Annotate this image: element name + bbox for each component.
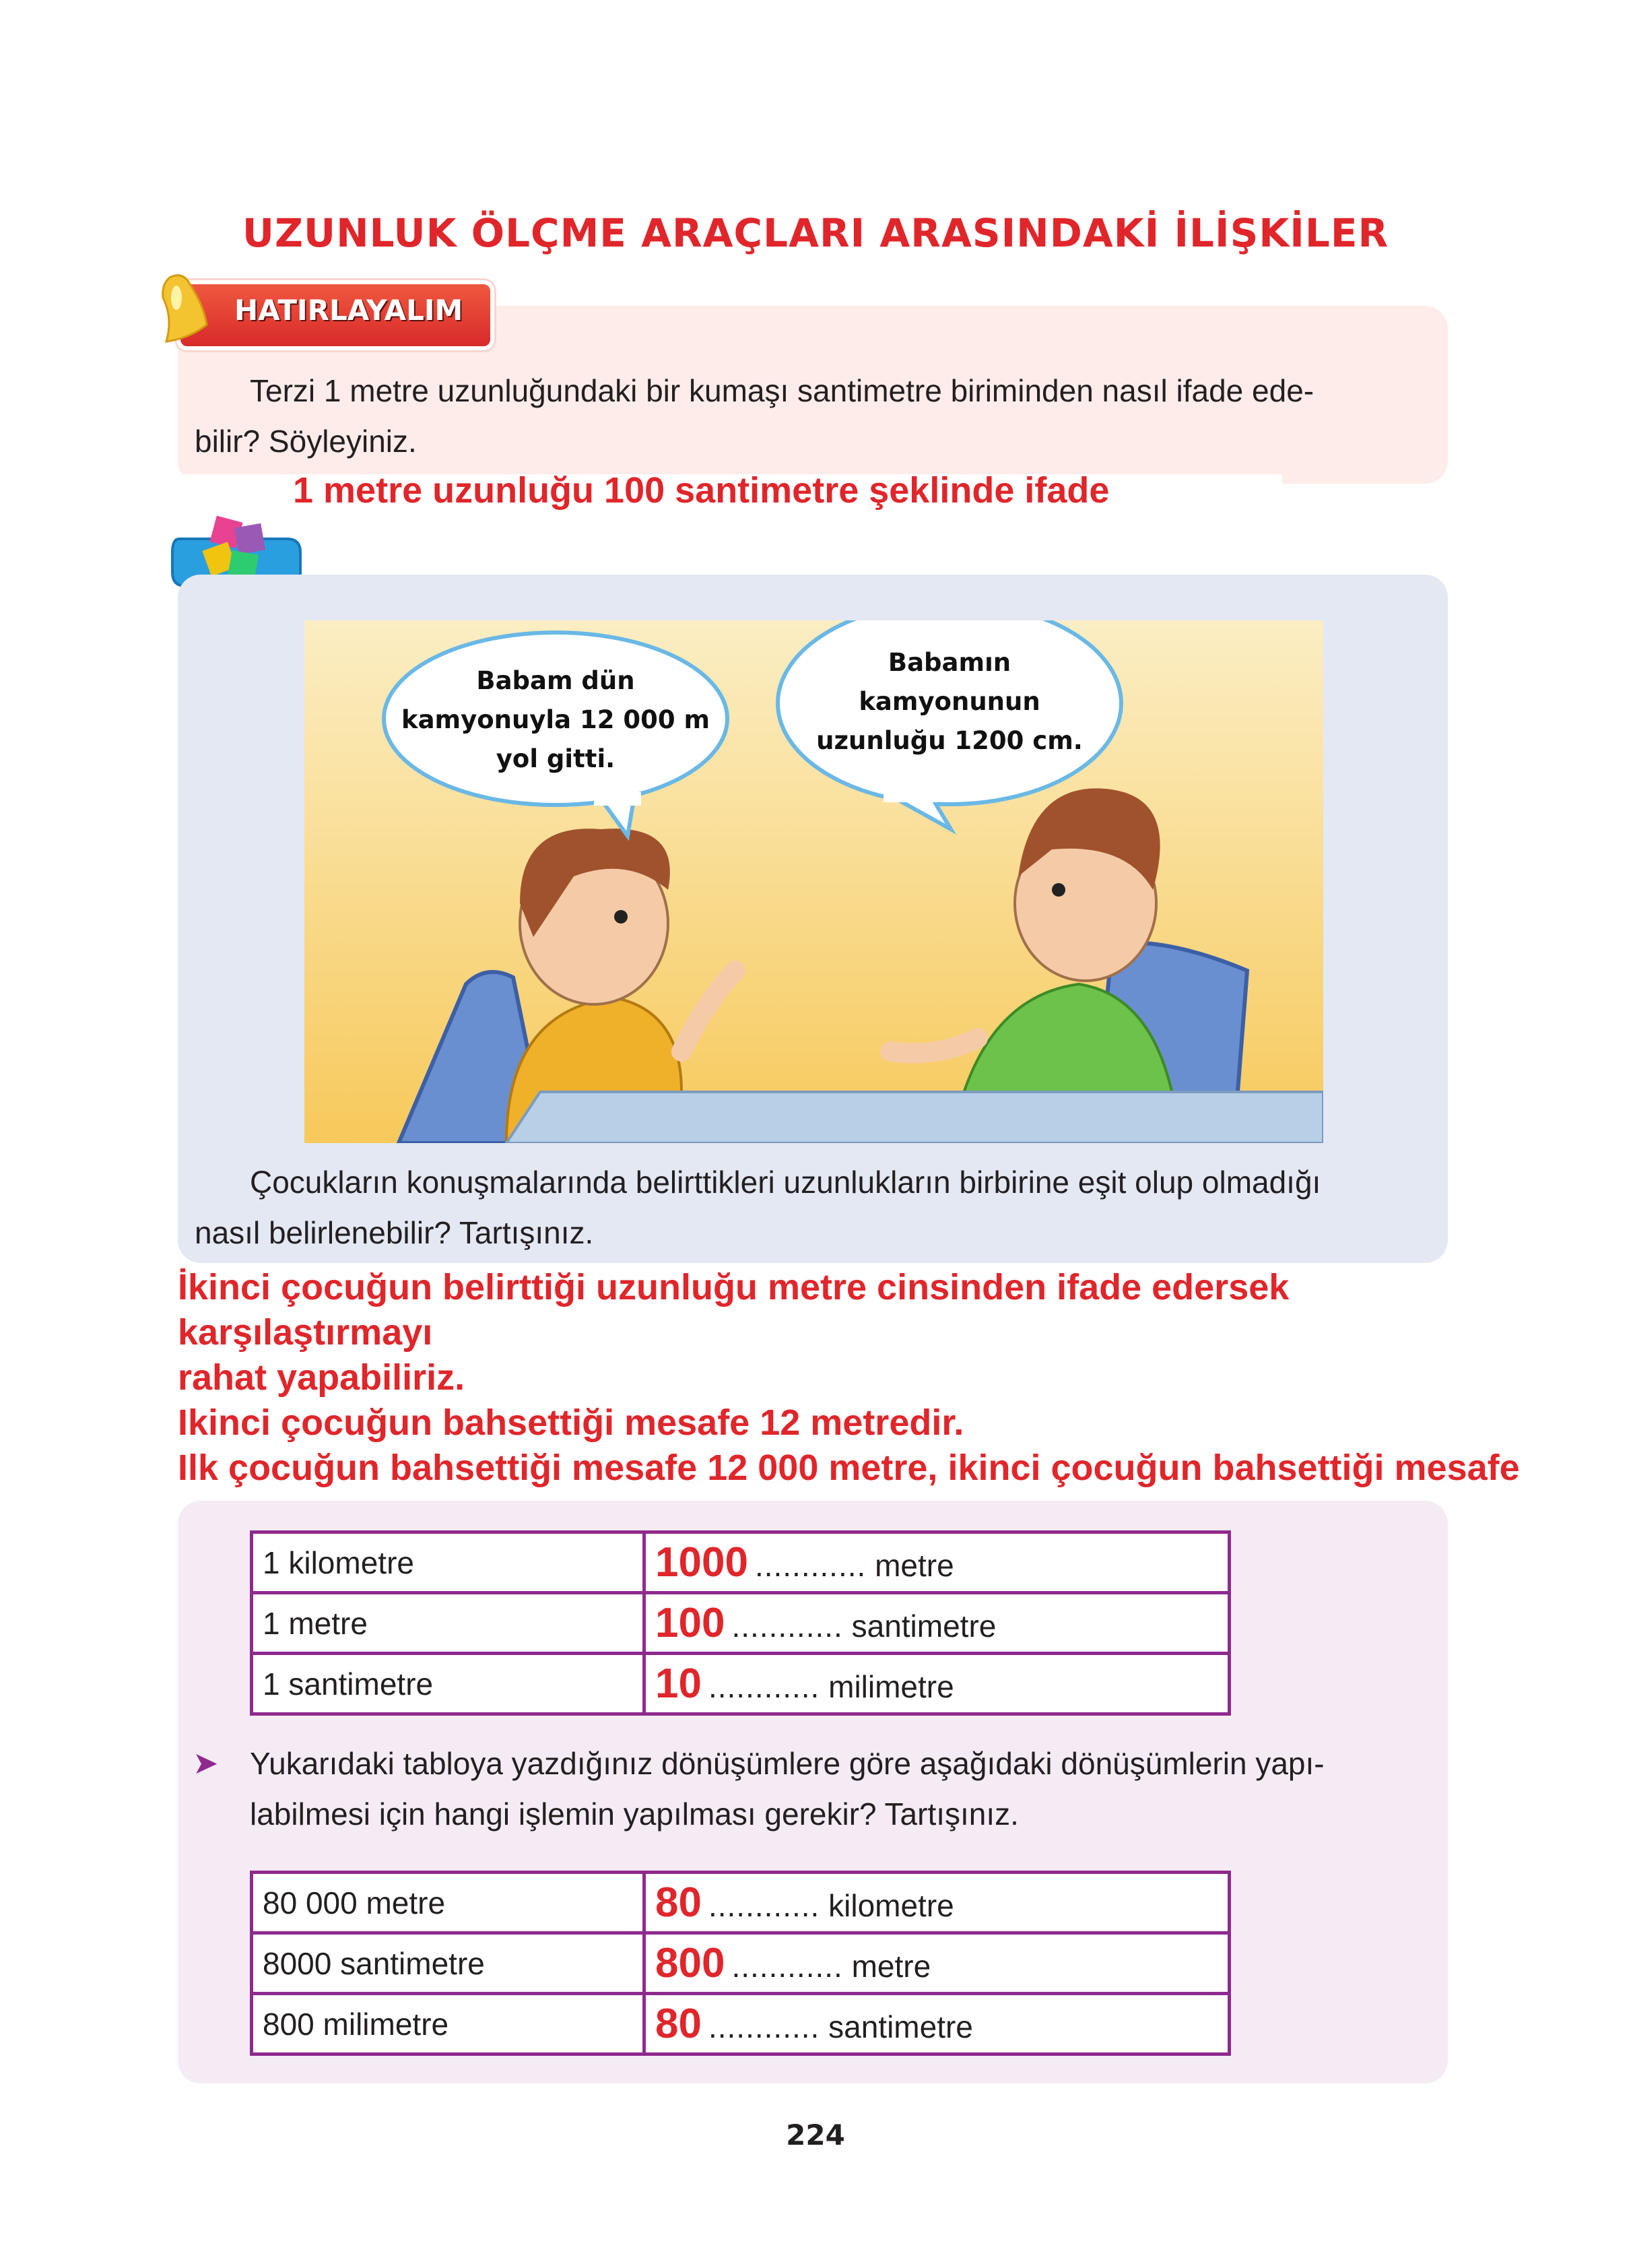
bubble-right-line: uzunluğu 1200 cm. [816, 726, 1083, 755]
answer-line: Ilk çocuğun bahsettiği mesafe 12 000 metre, ikinci çocuğun bahsettiği mesafe [178, 1448, 1520, 1488]
remember-badge-label: HATIRLAYALIM [234, 294, 463, 327]
from-cell: 1 santimetre [252, 1654, 644, 1714]
table-row [252, 1532, 1230, 1593]
page-title: UZUNLUK ÖLÇME ARAÇLARI ARASINDAKİ İLİŞKİLER [242, 210, 1389, 256]
blank-dots: ............ [731, 1949, 843, 1984]
remember-question-line1: Terzi 1 metre uzunluğundaki bir kumaşı santimetre biriminden nasıl ifade ede- [250, 373, 1314, 408]
unit: santimetre [828, 2009, 973, 2044]
speech-bubble-right [774, 643, 1125, 760]
remember-badge [176, 280, 494, 350]
bubble-left-line: yol gitti. [496, 744, 615, 773]
blank-dots: ............ [731, 1609, 843, 1644]
bubble-left-line: Babam dün [476, 666, 635, 695]
table-row [252, 1593, 1230, 1654]
from-cell: 1 kilometre [252, 1532, 644, 1593]
answer-cell[interactable] [644, 1593, 1230, 1654]
answer-cell[interactable] [644, 1933, 1230, 1994]
speech-bubble-left [380, 661, 731, 779]
bubble-right-line: Babamın [888, 648, 1011, 677]
unit: milimetre [828, 1669, 954, 1704]
unit: kilometre [828, 1888, 954, 1923]
table-row [252, 1933, 1230, 1994]
answer-line: karşılaştırmayı [178, 1312, 433, 1353]
answer-line: İkinci çocuğun belirttiği uzunluğu metre cinsinden ifade edersek [178, 1267, 1290, 1307]
bullet-arrow-icon: ➤ [193, 1745, 219, 1780]
blank-dots: ............ [708, 1669, 820, 1704]
instruction-line2: labilmesi için hangi işlemin yapılması gerekir? Tartışınız. [250, 1796, 1019, 1832]
answer-value: 80 [655, 1879, 702, 1926]
unit: metre [875, 1548, 954, 1583]
instruction-line1: Yukarıdaki tabloya yazdığınız dönüşümlere göre aşağıdaki dönüşümlerin yapı- [250, 1746, 1325, 1781]
answer-value: 800 [655, 1940, 725, 1986]
answer-cell[interactable] [644, 1532, 1230, 1593]
blank-dots: ............ [754, 1548, 867, 1583]
answer-value: 10 [655, 1660, 702, 1707]
remember-answer: 1 metre uzunluğu 100 santimetre şeklinde ifade [293, 470, 1110, 511]
answer-value: 1000 [655, 1539, 748, 1586]
unit: santimetre [851, 1609, 997, 1644]
answer-line: rahat yapabiliriz. [178, 1357, 465, 1398]
answer-value: 80 [655, 2001, 702, 2047]
activity-question-line2: nasıl belirlenebilir? Tartışınız. [195, 1215, 594, 1250]
conversion-table-2 [250, 1871, 1231, 2056]
blank-dots: ............ [708, 2009, 820, 2044]
answer-line: Ikinci çocuğun bahsettiği mesafe 12 metredir. [178, 1402, 964, 1443]
bubble-left-line: kamyonuyla 12 000 m [401, 705, 710, 734]
table-row [252, 1873, 1230, 1933]
answer-cell[interactable] [644, 1873, 1230, 1933]
blank-dots: ............ [708, 1888, 820, 1923]
bell-icon [156, 271, 210, 346]
answer-cell[interactable] [644, 1994, 1230, 2054]
from-cell: 1 metre [252, 1593, 644, 1654]
activity-question-line1: Çocukların konuşmalarında belirttikleri uzunlukların birbirine eşit olup olmadığı [250, 1165, 1321, 1200]
remember-question-line2: bilir? Söyleyiniz. [195, 424, 417, 459]
conversion-table-1 [250, 1530, 1231, 1716]
bubble-right-line: kamyonunun [859, 687, 1040, 716]
page-number: 224 [786, 2118, 845, 2151]
from-cell: 800 milimetre [252, 1994, 644, 2054]
from-cell: 8000 santimetre [252, 1933, 644, 1994]
answer-value: 100 [655, 1600, 725, 1646]
from-cell: 80 000 metre [252, 1873, 644, 1933]
unit: metre [851, 1949, 931, 1984]
table-row [252, 1994, 1230, 2054]
table-row [252, 1654, 1230, 1714]
activity-answers [178, 1265, 1520, 1491]
answer-cell[interactable] [644, 1654, 1230, 1714]
